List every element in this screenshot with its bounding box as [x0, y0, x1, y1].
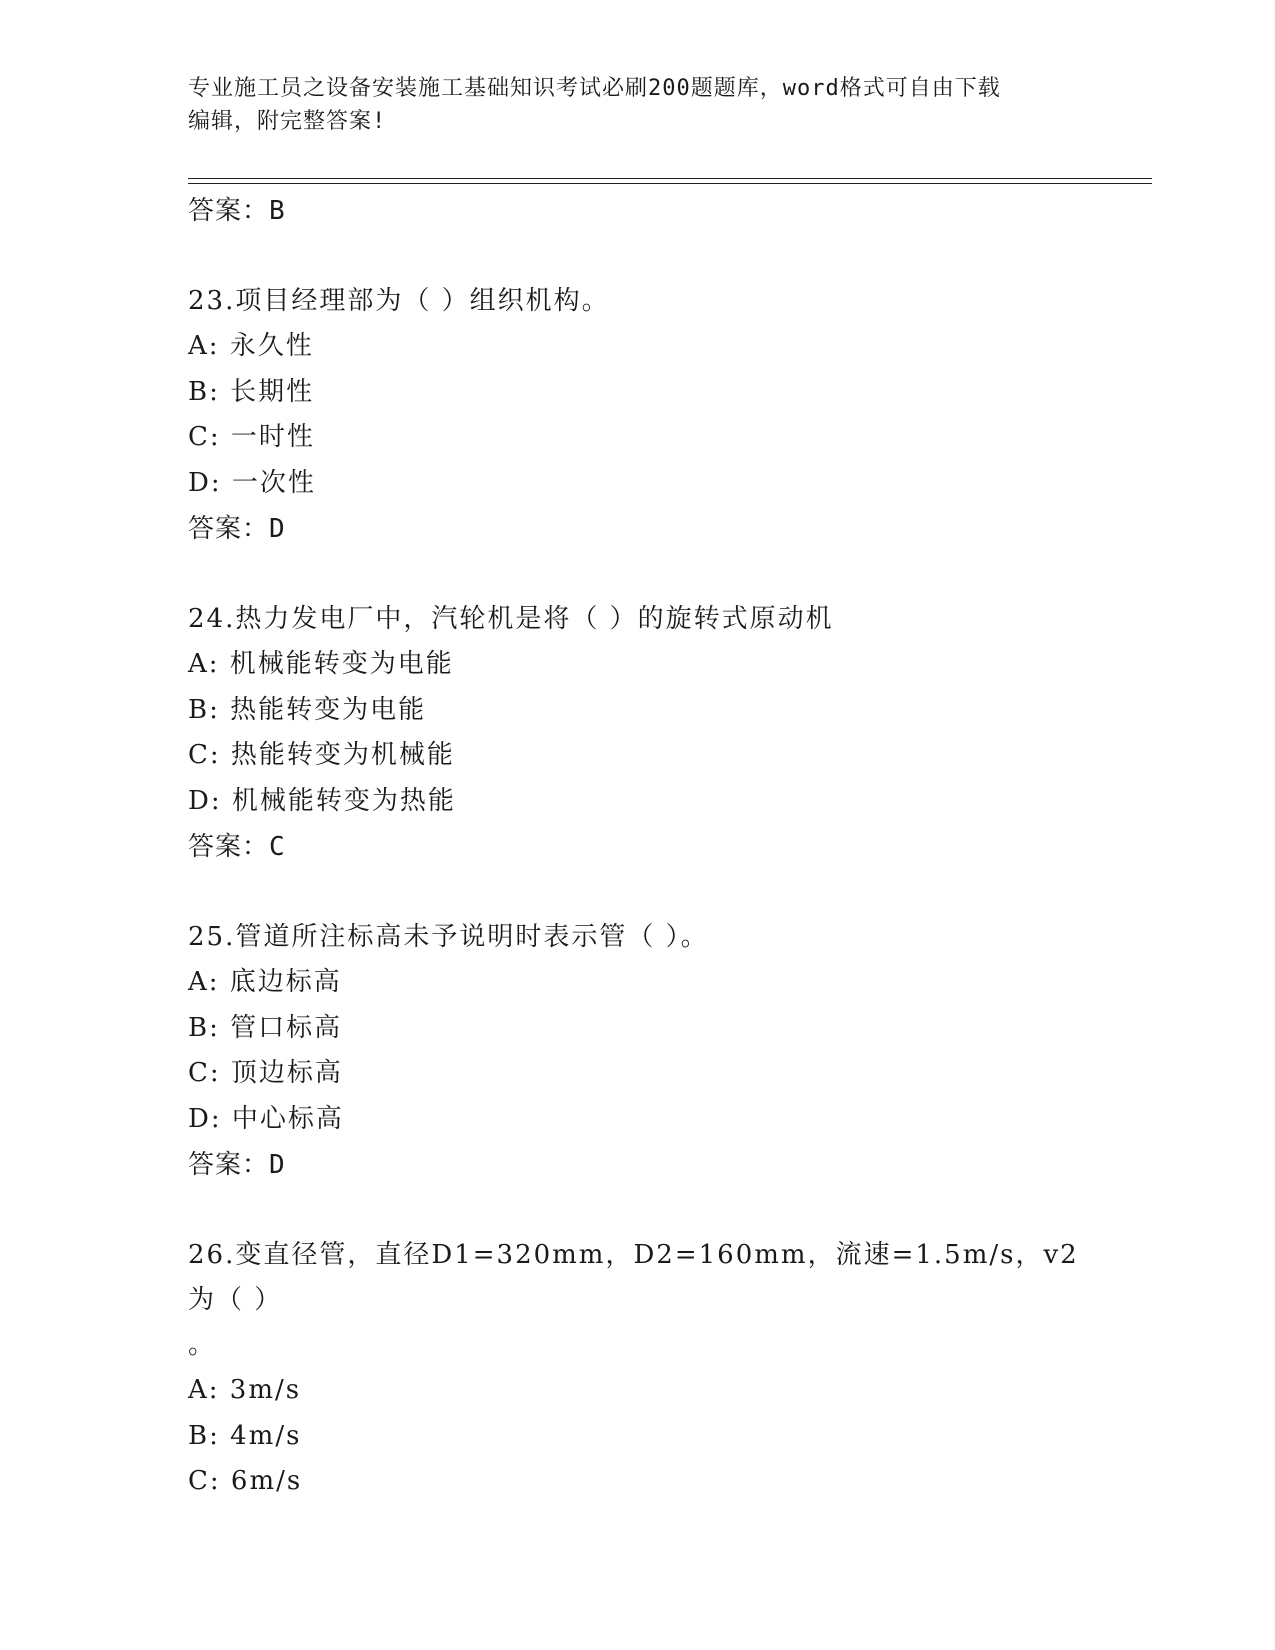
option-d: D: 中心标高 — [188, 1103, 344, 1134]
document-header — [188, 72, 1088, 138]
option-c: C: 热能转变为机械能 — [188, 740, 455, 770]
question-block — [188, 279, 1088, 552]
header-rule-top — [188, 178, 1152, 179]
header-rule-bottom — [188, 183, 1152, 184]
option-a: A: 底边标高 — [188, 967, 342, 997]
question-block — [188, 915, 1088, 1188]
question-text: 23.项目经理部为（ ）组织机构。 — [188, 286, 610, 316]
option-b: B: 长期性 — [188, 376, 315, 407]
option-c: C: 6m/s — [188, 1466, 303, 1496]
header-line-2: 编辑，附完整答案! — [188, 109, 387, 134]
option-b: B: 管口标高 — [188, 1012, 343, 1043]
option-c: C: 顶边标高 — [188, 1058, 343, 1088]
previous-answer: 答案：B — [188, 196, 286, 226]
question-text: 25.管道所注标高未予说明时表示管（ ）。 — [188, 922, 709, 952]
option-a: A: 3m/s — [188, 1375, 302, 1405]
question-block — [188, 597, 1088, 870]
answer-line: 答案：D — [188, 514, 286, 544]
option-d: D: 一次性 — [188, 467, 316, 498]
spacer — [188, 1188, 1088, 1233]
question-text: 24.热力发电厂中，汽轮机是将（ ）的旋转式原动机 — [188, 604, 834, 634]
header-line-1: 专业施工员之设备安装施工基础知识考试必刷200题题库，word格式可自由下载 — [188, 76, 1001, 101]
answer-line: 答案：C — [188, 832, 286, 862]
spacer — [188, 552, 1088, 597]
spacer — [188, 234, 1088, 279]
option-c: C: 一时性 — [188, 422, 315, 452]
answer-line: 答案：D — [188, 1150, 286, 1180]
option-d: D: 机械能转变为热能 — [188, 785, 456, 816]
spacer — [188, 870, 1088, 915]
option-b: B: 热能转变为电能 — [188, 694, 427, 725]
question-text: 26.变直径管，直径D1=320mm，D2=160mm，流速=1.5m/s，v2为（ ） 。 — [188, 1240, 1079, 1360]
option-b: B: 4m/s — [188, 1420, 302, 1451]
question-list — [188, 188, 1088, 1505]
option-a: A: 永久性 — [188, 331, 314, 361]
question-block — [188, 1233, 1088, 1505]
option-a: A: 机械能转变为电能 — [188, 649, 454, 679]
